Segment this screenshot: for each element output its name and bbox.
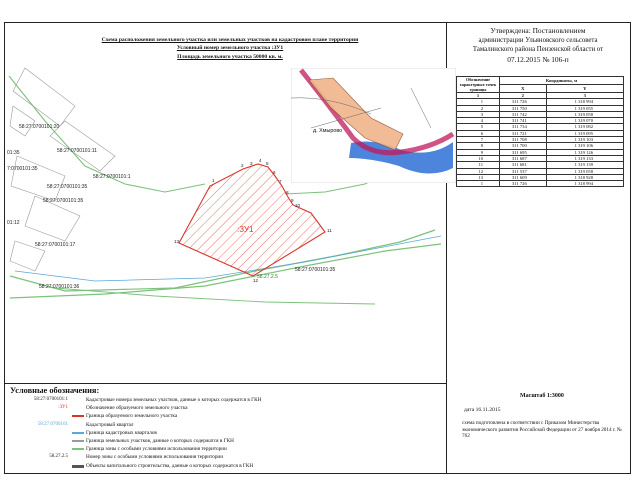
x-coordinate-cell: 311 687 xyxy=(500,155,547,161)
x-coordinate-cell: 311 681 xyxy=(500,162,547,168)
point-label: 5 xyxy=(266,161,269,166)
point-label: 3 xyxy=(250,161,253,166)
point-number-cell: 8 xyxy=(457,143,500,149)
coordinates-table-body xyxy=(457,99,624,187)
y-coordinate-cell: 1 319 058 xyxy=(546,168,623,174)
y-coordinate-cell: 1 319 139 xyxy=(546,162,623,168)
point-label: 10 xyxy=(295,203,301,208)
x-coordinate-cell: 311 726 xyxy=(500,99,547,105)
x-coordinate-cell: 311 708 xyxy=(500,137,547,143)
point-number-cell: 13 xyxy=(457,174,500,180)
point-number-cell: 1 xyxy=(457,181,500,187)
cadastral-number: 58:27:0700101:35 xyxy=(43,198,84,204)
cadastral-number: 58:27:0700101:1 xyxy=(93,174,131,180)
approval-line-2: администрации Ульяновского сельсовета xyxy=(478,36,598,44)
legend-symbol xyxy=(72,440,84,442)
point-label: 2 xyxy=(241,163,244,168)
legend-symbol xyxy=(72,448,84,450)
point-label: 8 xyxy=(286,190,289,195)
x-coordinate-cell: 311 734 xyxy=(500,124,547,130)
x-coordinate-cell: 311 537 xyxy=(500,168,547,174)
col-header-coords: Координаты, м xyxy=(500,77,624,85)
x-coordinate-cell: 311 700 xyxy=(500,143,547,149)
legend-title: Условные обозначения: xyxy=(10,386,100,395)
legend-item xyxy=(10,453,310,461)
point-number-cell: 9 xyxy=(457,149,500,155)
x-coordinate-cell: 311 609 xyxy=(500,174,547,180)
legend-symbol xyxy=(72,465,84,468)
point-number-cell: 11 xyxy=(457,162,500,168)
col-header-points: Обозначение характерных точек границы xyxy=(457,77,500,93)
cadastral-number: 58:27:0700101:35 xyxy=(295,267,336,273)
date-label: дата 16.11.2015 xyxy=(464,407,501,413)
cadastral-number: 58:27:0700101:17 xyxy=(35,242,76,248)
legend-description: Граница зоны с особыми условиями использования территории xyxy=(86,446,227,453)
point-label: 7 xyxy=(279,179,282,184)
point-label: 12 xyxy=(253,278,259,283)
legend-description: Номер зоны с особыми условиями использования территории xyxy=(86,454,223,461)
legend-description: Кадастровые номера земельных участков, данные о которых содержатся в ГКН xyxy=(86,397,262,403)
legend-item xyxy=(10,404,310,412)
cadastral-number: 01:12 xyxy=(7,220,20,226)
point-label: 4 xyxy=(259,158,262,163)
legend-item xyxy=(10,462,310,470)
point-label: 1 xyxy=(212,178,215,183)
legend-code: 58.27.2.5 xyxy=(49,454,68,460)
legend-description: Кадастровый квартал xyxy=(86,421,134,428)
title-line-2: Условный номер земельного участка :ЗУ1 xyxy=(176,45,284,52)
y-coordinate-cell: 1 318 994 xyxy=(546,181,623,187)
y-coordinate-cell: 1 319 095 xyxy=(546,130,623,136)
y-coordinate-cell: 1 319 103 xyxy=(546,137,623,143)
cadastral-number: 58:27:0700101:35 xyxy=(47,184,88,190)
legend-code: 58:27:0700101 xyxy=(37,421,68,427)
y-coordinate-cell: 1 319 133 xyxy=(546,155,623,161)
x-coordinate-cell: 311 726 xyxy=(500,181,547,187)
col-header-y: Y xyxy=(546,85,623,93)
village-label: д. Хмырово xyxy=(313,128,343,134)
y-coordinate-cell: 1 319 058 xyxy=(546,111,623,117)
table-row xyxy=(457,181,624,187)
x-coordinate-cell: 311 695 xyxy=(500,149,547,155)
legend-description: Обозначение образуемого земельного участка xyxy=(86,405,188,412)
title-line-3: Площадь земельного участка 50000 кв. м. xyxy=(177,53,283,60)
point-number-cell: 10 xyxy=(457,155,500,161)
index-cell: 2 xyxy=(500,93,547,99)
approval-block xyxy=(448,26,628,64)
col-header-x: X xyxy=(500,85,547,93)
y-coordinate-cell: 1 319 070 xyxy=(546,118,623,124)
cadastral-number: 01:35 xyxy=(7,150,20,156)
legend-description: Объекты капитального строительства, данные о которых содержатся в ГКН xyxy=(86,462,254,469)
legend-code: :ЗУ1 xyxy=(58,405,68,411)
cadastral-number: 58:27:0700101:20 xyxy=(19,124,60,130)
legend-symbol xyxy=(72,432,84,434)
y-coordinate-cell: 1 318 928 xyxy=(546,174,623,180)
point-number-cell: 5 xyxy=(457,124,500,130)
legend-divider xyxy=(4,383,446,384)
y-coordinate-cell: 1 319 106 xyxy=(546,143,623,149)
point-label: 13 xyxy=(174,239,180,244)
x-coordinate-cell: 311 750 xyxy=(500,105,547,111)
legend-item xyxy=(10,396,310,404)
cadastral-number: 7:0700101:35 xyxy=(7,166,38,172)
cadastral-number: 58:27:0700101:36 xyxy=(39,284,80,290)
zone-number: 58.27.2.5 xyxy=(257,274,278,280)
legend-item xyxy=(10,421,310,429)
y-coordinate-cell: 1 319 126 xyxy=(546,149,623,155)
index-cell: 3 xyxy=(546,93,623,99)
scheme-title xyxy=(40,36,420,61)
coordinates-table xyxy=(456,76,624,187)
point-label: 11 xyxy=(327,228,332,233)
point-number-cell: 6 xyxy=(457,130,500,136)
point-number-cell: 2 xyxy=(457,105,500,111)
title-line-1: Схема расположения земельного участка или земельных участков на кадастровом плане территории xyxy=(101,37,359,43)
point-number-cell: 3 xyxy=(457,111,500,117)
y-coordinate-cell: 1 318 994 xyxy=(546,99,623,105)
legend-item xyxy=(10,429,310,437)
point-number-cell: 4 xyxy=(457,118,500,124)
legend-description: Граница образуемого земельного участка xyxy=(86,413,178,420)
x-coordinate-cell: 311 741 xyxy=(500,118,547,124)
x-coordinate-cell: 311 721 xyxy=(500,130,547,136)
y-coordinate-cell: 1 319 055 xyxy=(546,105,623,111)
cadastral-number: 58:27:0700101:11 xyxy=(57,148,97,154)
point-number-cell: 12 xyxy=(457,168,500,174)
order-note: схема подготовлена в соответствии с Приказом Министерства экономического развития Российской Федерации от 27 ноября 2014 г. № 762 xyxy=(462,420,622,439)
legend-symbol xyxy=(72,415,84,417)
location-inset-map xyxy=(291,68,456,183)
legend-code: 58:27:0700101:1 xyxy=(33,397,68,402)
legend-item xyxy=(10,437,310,445)
x-coordinate-cell: 311 742 xyxy=(500,111,547,117)
point-label: 6 xyxy=(273,170,276,175)
index-cell: 1 xyxy=(457,93,500,99)
legend-item xyxy=(10,412,310,420)
approval-line-1: Утверждена: Постановлением xyxy=(490,26,586,35)
legend-item xyxy=(10,445,310,453)
approval-line-4: 07.12.2015 № 106-п xyxy=(507,54,569,64)
parcel-label: :ЗУ1 xyxy=(237,225,254,234)
scale-label: Масштаб 1:3000 xyxy=(520,393,564,399)
approval-line-3: Тамалинского района Пензенской области от xyxy=(472,46,604,53)
y-coordinate-cell: 1 319 082 xyxy=(546,124,623,130)
legend-description: Граница земельных участков, данные о которых содержатся в ГКН xyxy=(86,438,234,444)
point-label: 9 xyxy=(291,198,294,203)
point-number-cell: 1 xyxy=(457,99,500,105)
point-number-cell: 7 xyxy=(457,137,500,143)
legend-description: Граница кадастровых кварталов xyxy=(86,429,157,436)
